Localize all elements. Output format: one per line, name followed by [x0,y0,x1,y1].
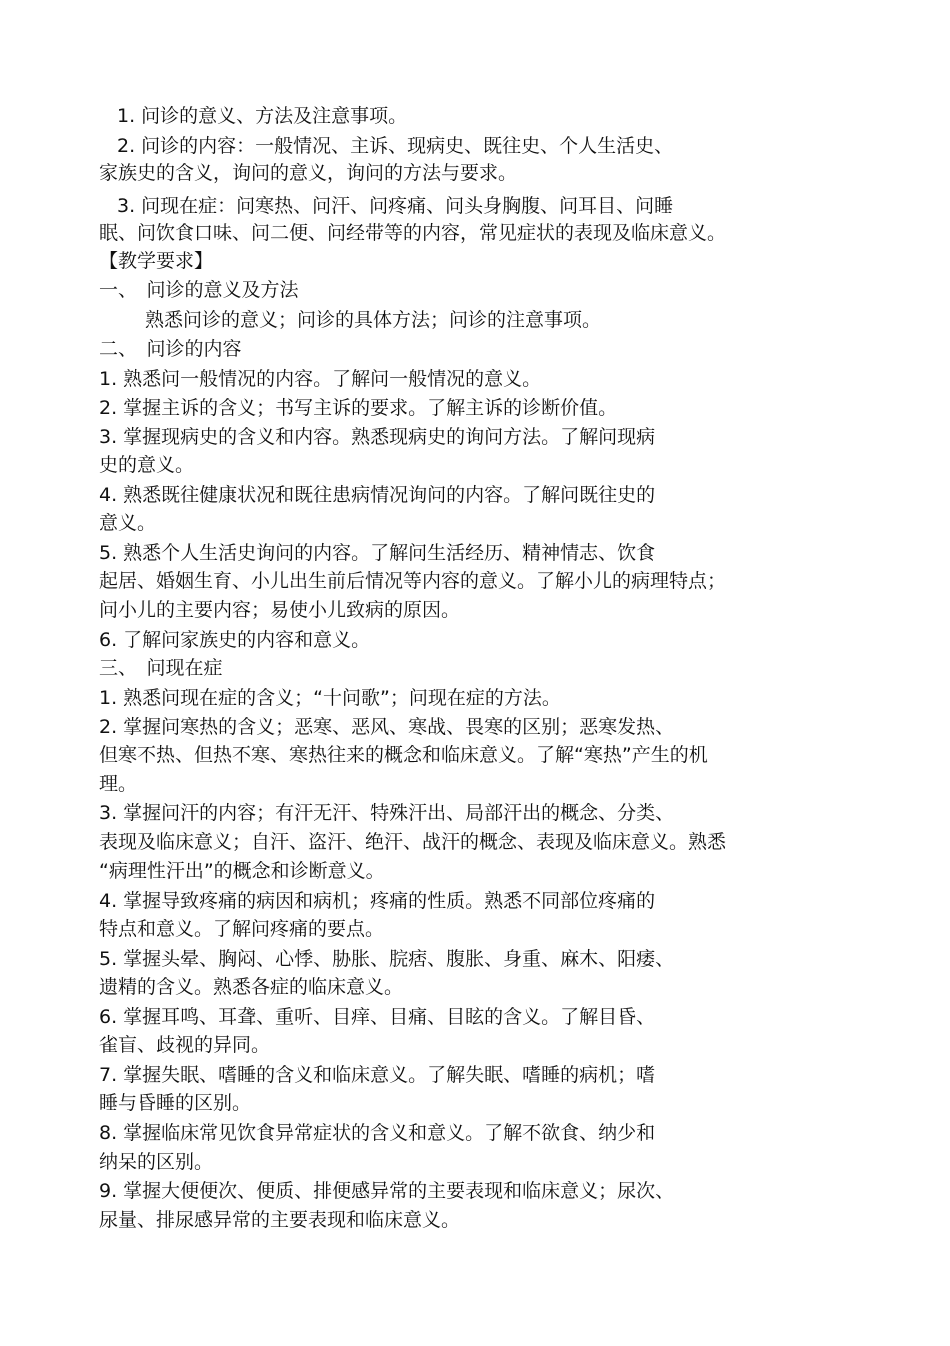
text-line: 5. 掌握头晕、胸闷、心悸、胁胀、脘痞、腹胀、身重、麻木、阳痿、 [99,948,675,970]
text-line: 史的意义。 [99,454,195,476]
text-line: 问小儿的主要内容；易使小儿致病的原因。 [99,599,461,621]
text-line: 4. 熟悉既往健康状况和既往患病情况询问的内容。了解问既往史的 [99,484,656,506]
section-heading: 二、 问诊的内容 [99,338,242,360]
text-line: 意义。 [99,512,157,534]
text-line: 纳呆的区别。 [99,1151,214,1173]
text-line: 2. 问诊的内容：一般情况、主诉、现病史、既往史、个人生活史、 [117,135,674,157]
text-line: 遗精的含义。熟悉各症的临床意义。 [99,976,404,998]
text-line: 8. 掌握临床常见饮食异常症状的含义和意义。了解不欲食、纳少和 [99,1122,656,1144]
text-line: “病理性汗出”的概念和诊断意义。 [99,860,385,882]
section-heading: 一、 问诊的意义及方法 [99,279,299,301]
text-line: 1. 问诊的意义、方法及注意事项。 [117,105,408,127]
text-line: 6. 掌握耳鸣、耳聋、重听、目痒、目痛、目眩的含义。了解目昏、 [99,1006,656,1028]
text-line: 3. 掌握问汗的内容；有汗无汗、特殊汗出、局部汗出的概念、分类、 [99,802,675,824]
text-line: 理。 [99,773,138,795]
text-line: 2. 掌握主诉的含义；书写主诉的要求。了解主诉的诊断价值。 [99,397,618,419]
text-line: 3. 掌握现病史的含义和内容。熟悉现病史的询问方法。了解问现病 [99,426,656,448]
text-line: 起居、婚姻生育、小儿出生前后情况等内容的意义。了解小儿的病理特点； [99,570,727,592]
text-line: 7. 掌握失眠、嗜睡的含义和临床意义。了解失眠、嗜睡的病机；嗜 [99,1064,656,1086]
text-line: 熟悉问诊的意义；问诊的具体方法；问诊的注意事项。 [145,309,602,331]
text-line: 家族史的含义，询问的意义，询问的方法与要求。 [99,162,518,184]
text-line: 3. 问现在症：问寒热、问汗、问疼痛、问头身胸腹、问耳目、问睡 [117,195,674,217]
text-line: 2. 掌握问寒热的含义；恶寒、恶风、寒战、畏寒的区别；恶寒发热、 [99,716,675,738]
section-heading: 【教学要求】 [99,250,214,272]
text-line: 但寒不热、但热不寒、寒热往来的概念和临床意义。了解“寒热”产生的机 [99,744,708,766]
text-line: 1. 熟悉问一般情况的内容。了解问一般情况的意义。 [99,368,542,390]
section-heading: 三、 问现在症 [99,657,223,679]
text-line: 睡与昏睡的区别。 [99,1092,252,1114]
text-line: 9. 掌握大便便次、便质、排便感异常的主要表现和临床意义；尿次、 [99,1180,675,1202]
text-line: 4. 掌握导致疼痛的病因和病机；疼痛的性质。熟悉不同部位疼痛的 [99,890,656,912]
text-line: 眠、问饮食口味、问二便、问经带等的内容，常见症状的表现及临床意义。 [99,222,727,244]
text-line: 表现及临床意义；自汗、盗汗、绝汗、战汗的概念、表现及临床意义。熟悉 [99,831,727,853]
text-line: 6. 了解问家族史的内容和意义。 [99,629,371,651]
text-line: 5. 熟悉个人生活史询问的内容。了解问生活经历、精神情志、饮食 [99,542,656,564]
text-line: 尿量、排尿感异常的主要表现和临床意义。 [99,1209,461,1231]
text-line: 雀盲、歧视的异同。 [99,1034,271,1056]
text-line: 1. 熟悉问现在症的含义；“十问歌”；问现在症的方法。 [99,687,561,709]
text-line: 特点和意义。了解问疼痛的要点。 [99,918,385,940]
